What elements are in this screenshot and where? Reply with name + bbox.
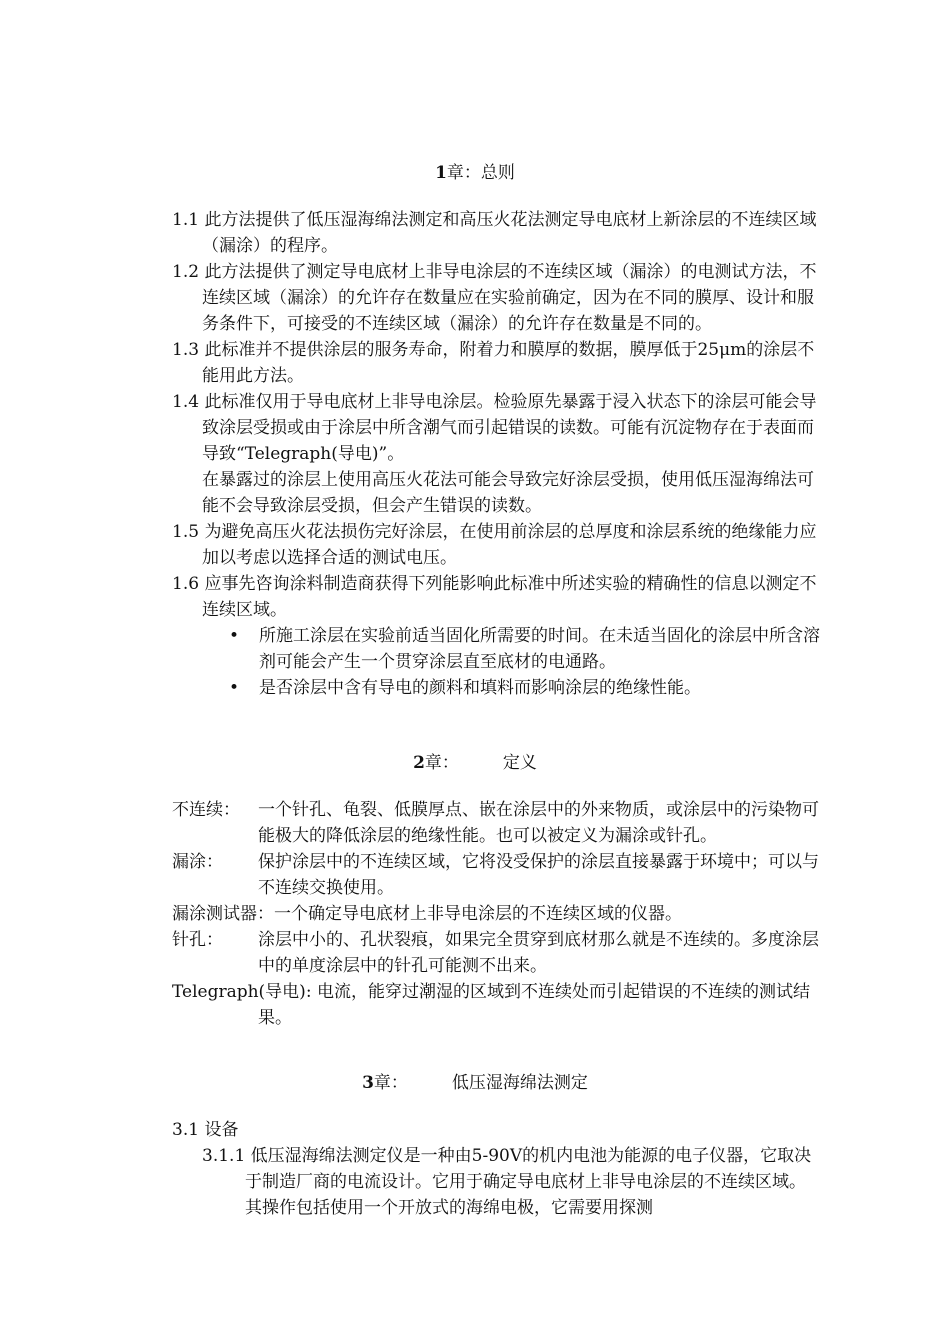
definitions-list — [172, 797, 820, 1031]
clause-1-6: 1.6 应事先咨询涂料制造商获得下列能影响此标准中所述实验的精确性的信息以测定不连续区域。 — [172, 574, 817, 620]
clause-1-1: 1.1 此方法提供了低压湿海绵法测定和高压火花法测定导电底材上新涂层的不连续区域（漏涂）的程序。 — [172, 210, 817, 256]
chapter-number: 3 — [362, 1073, 374, 1093]
clause-1-4-extra: 在暴露过的涂层上使用高压火花法可能会导致完好涂层受损，使用低压湿海绵法可能不会导致涂层受损，但会产生错误的读数。 — [202, 470, 814, 516]
definition-telegraph: Telegraph(导电): 电流，能穿过潮湿的区域到不连续处而引起错误的不连续的测试结果。 — [172, 982, 810, 1028]
chapter-3-heading: 3章： 低压湿海绵法测定 — [362, 1073, 588, 1093]
chapter-title: 章：总则 — [446, 163, 515, 183]
chapter-title: 定义 — [502, 753, 537, 773]
chapter-number: 2 — [413, 753, 425, 773]
definition-holiday-detector: 漏涂测试器：一个确定导电底材上非导电涂层的不连续区域的仪器。 — [172, 904, 682, 924]
clause-1-2: 1.2 此方法提供了测定导电底材上非导电涂层的不连续区域（漏涂）的电测试方法，不连续区域（漏涂）的允许存在数量应在实验前确定，因为在不同的膜厚、设计和服务条件下，可接受的不连续区域（漏涂）的允许存在数量是不同的。 — [172, 262, 817, 334]
definition-discontinuity: 不连续： 一个针孔、龟裂、低膜厚点、嵌在涂层中的外来物质，或涂层中的污染物可能极大的降低涂层的绝缘性能。也可以被定义为漏涂或针孔。 — [172, 800, 819, 846]
chapter-3-body — [172, 1117, 820, 1221]
bullet-icon: • — [229, 626, 240, 646]
bullet-item: • 是否涂层中含有导电的颜料和填料而影响涂层的绝缘性能。 — [172, 675, 820, 701]
chapter-2-heading: 2章： 定义 — [413, 753, 537, 773]
definition-holiday: 漏涂： 保护涂层中的不连续区域，它将没受保护的涂层直接暴露于环境中；可以与不连续交换使用。 — [172, 852, 819, 898]
clause-1-4: 1.4 此标准仅用于导电底材上非导电涂层。检验原先暴露于浸入状态下的涂层可能会导致涂层受损或由于涂层中所含潮气而引起错误的读数。可能有沉淀物存在于表面而导致“Telegraph(导电)”。 — [172, 392, 817, 464]
clause-1-3: 1.3 此标准并不提供涂层的服务寿命，附着力和膜厚的数据，膜厚低于25μm的涂层不能用此方法。 — [172, 340, 815, 386]
chapter-title: 低压湿海绵法测定 — [451, 1073, 588, 1093]
definition-pinhole: 针孔： 涂层中小的、孔状裂痕，如果完全贯穿到底材那么就是不连续的。多度涂层中的单度涂层中的针孔可能测不出来。 — [172, 930, 819, 976]
chapter-1-heading — [0, 160, 950, 186]
bullet-item: • 所施工涂层在实验前适当固化所需要的时间。在未适当固化的涂层中所含溶剂可能会产生一个贯穿涂层直至底材的电通路。 — [172, 623, 820, 675]
clause-3-1-1: 3.1.1 低压湿海绵法测定仪是一种由5-90V的机内电池为能源的电子仪器，它取决于制造厂商的电流设计。它用于确定导电底材上非导电涂层的不连续区域。其操作包括使用一个开放式的海绵电极，它需要用探测 — [202, 1146, 812, 1218]
chapter-1-body — [172, 207, 820, 701]
chapter-number: 1 — [435, 163, 447, 183]
clause-1-5: 1.5 为避免高压火花法损伤完好涂层，在使用前涂层的总厚度和涂层系统的绝缘能力应加以考虑以选择合适的测试电压。 — [172, 522, 817, 568]
bullet-icon: • — [229, 678, 240, 698]
section-3-1: 3.1 设备 — [172, 1120, 239, 1140]
